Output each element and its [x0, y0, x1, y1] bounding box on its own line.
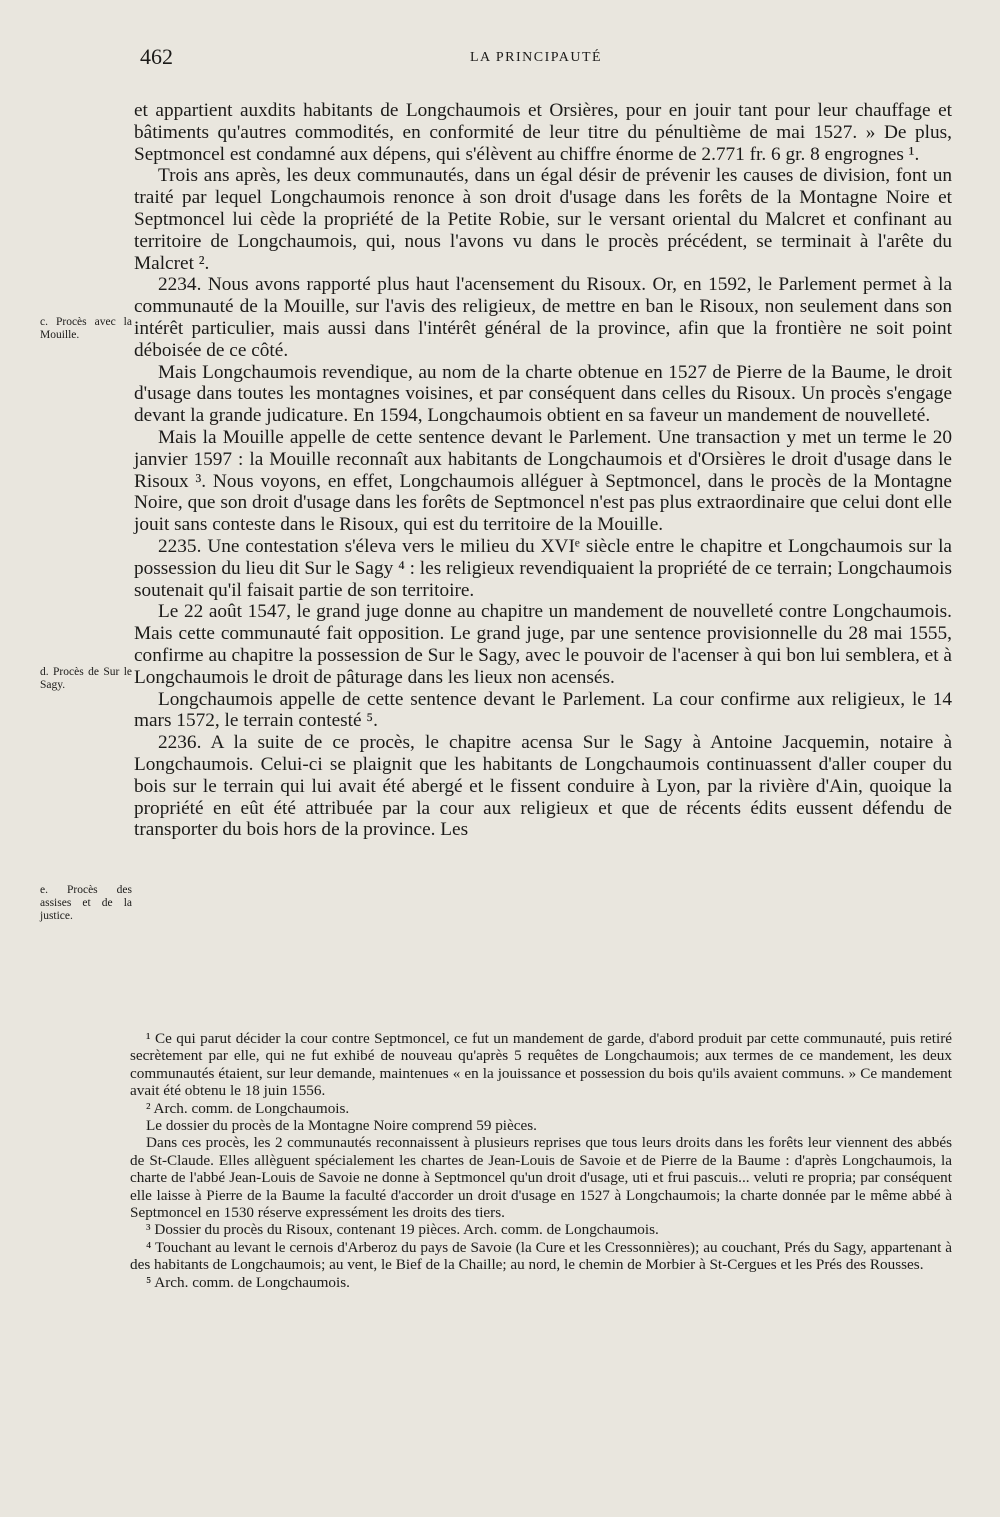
paragraph: 2235. Une contestation s'éleva vers le milieu du XVIᵉ siècle entre le chapitre et Longchaumois sur la possession du lieu dit Sur le Sagy ⁴ : les religieux revendiquaient la propriété de ce terrain; Longchaumois soutenait qu'il faisait partie de son territoire.: [134, 535, 952, 601]
footnote: ⁴ Touchant au levant le cernois d'Arberoz du pays de Savoie (la Cure et les Cressonnières); au couchant, Prés du Sagy, appartenant à des habitants de Longchaumois; au vent, le Bief de la Chaille; au nord, le chemin de Morbier à St-Cergues et les Prés des Rousses.: [130, 1238, 952, 1274]
margin-note-d: d. Procès de Sur le Sagy.: [40, 666, 132, 691]
margin-note-c: c. Procès avec la Mouille.: [40, 316, 132, 341]
paragraph: Le 22 août 1547, le grand juge donne au chapitre un mandement de nouvelleté contre Longchaumois. Mais cette communauté fait opposition. Le grand juge, par une sentence provisionnelle du 28 mai 1555, confirme au chapitre la possession de Sur le Sagy, avec le pouvoir de l'acenser à qui bon lui semblera, et à Longchaumois le droit de pâturage dans les lieux non acensés.: [134, 601, 952, 688]
footnotes: [130, 1030, 952, 1291]
footnote: Dans ces procès, les 2 communautés reconnaissent à plusieurs reprises que tous leurs droits dans les forêts leur viennent des abbés de St-Claude. Elles allèguent spécialement les chartes de Jean-Louis de Savoie et de Pierre de la Baume : d'après Longchaumois, la charte de l'abbé Jean-Louis de Savoie ne donne à Septmoncel qu'un droit d'usage, uti et frui pascuis... veluti re propria; par conséquent elle laisse à Pierre de la Baume la faculté d'accorder un droit d'usage en 1527 à Longchaumois; la charte donnée par le même abbé à Septmoncel en 1530 réserve expressément les droits des tiers.: [130, 1134, 952, 1222]
main-text: [134, 100, 952, 841]
running-title: LA PRINCIPAUTÉ: [470, 50, 603, 65]
paragraph: 2234. Nous avons rapporté plus haut l'acensement du Risoux. Or, en 1592, le Parlement permet à la communauté de la Mouille, sur l'avis des religieux, de mettre en ban le Risoux, non seulement dans son intérêt particulier, mais aussi dans l'intérêt général de la province, afin que la frontière ne soit point déboisée de ce côté.: [134, 274, 952, 361]
paragraph: Mais la Mouille appelle de cette sentence devant le Parlement. Une transaction y met un terme le 20 janvier 1597 : la Mouille reconnaît aux habitants de Longchaumois et d'Orsières le droit d'usage dans le Risoux ³. Nous voyons, en effet, Longchaumois alléguer à Septmoncel, dans le procès de la Montagne Noire, que son droit d'usage dans les forêts de Septmoncel n'est pas plus extraordinaire que celui dont elle jouit sans conteste dans le Risoux, qui est du territoire de la Mouille.: [134, 426, 952, 536]
margin-note-e: e. Procès des assises et de la justice.: [40, 884, 132, 922]
paragraph: et appartient auxdits habitants de Longchaumois et Orsières, pour en jouir tant pour leur chauffage et bâtiments qu'autres commodités, en conformité de leur titre du pénultième de mai 1527. » De plus, Septmoncel est condamné aux dépens, qui s'élèvent au chiffre énorme de 2.771 fr. 6 gr. 8 engrognes ¹.: [134, 100, 952, 165]
footnote: ¹ Ce qui parut décider la cour contre Septmoncel, ce fut un mandement de garde, d'abord produit par cette communauté, puis retiré secrètement par elle, qui ne fut exhibé de nouveau qu'après 5 requêtes de Longchaumois; aux termes de ce mandement, les deux communautés étaient, sur leur demande, maintenues « en la jouissance et possession du bois qu'ils avaient communs. » Ce mandement avait été obtenu le 18 juin 1556.: [130, 1030, 952, 1100]
footnote: ² Arch. comm. de Longchaumois.: [146, 1099, 350, 1117]
footnote: Le dossier du procès de la Montagne Noire comprend 59 pièces.: [146, 1117, 537, 1135]
footnote: ⁵ Arch. comm. de Longchaumois.: [146, 1273, 350, 1291]
page-header: [0, 44, 1000, 74]
paragraph: Trois ans après, les deux communautés, dans un égal désir de prévenir les causes de division, font un traité par lequel Longchaumois renonce à son droit d'usage dans les forêts de la Montagne Noire et Septmoncel lui cède la propriété de la Petite Robie, sur le versant oriental du Malcret et confinant au territoire de Longchaumois, qui, nous l'avons vu dans le procès précédent, se terminait à l'arête du Malcret ².: [134, 165, 952, 274]
page-number: 462: [140, 44, 173, 69]
paragraph: Longchaumois appelle de cette sentence devant le Parlement. La cour confirme aux religieux, le 14 mars 1572, le terrain contesté ⁵.: [134, 688, 952, 732]
paragraph: 2236. A la suite de ce procès, le chapitre acensa Sur le Sagy à Antoine Jacquemin, notaire à Longchaumois. Celui-ci se plaignit que les habitants de Longchaumois continuassent d'aller couper du bois sur le terrain qui lui avait été abergé et le fissent conduire à Lyon, par la rivière d'Ain, quoique la propriété en eût été attribuée par la cour aux religieux et que de récents édits eussent défendu de transporter du bois hors de la province. Les: [134, 732, 952, 841]
footnote: ³ Dossier du procès du Risoux, contenant 19 pièces. Arch. comm. de Longchaumois.: [146, 1221, 659, 1239]
paragraph: Mais Longchaumois revendique, au nom de la charte obtenue en 1527 de Pierre de la Baume, le droit d'usage dans toutes les montagnes voisines, et par conséquent dans celles du Risoux. Un procès s'engage devant la grande judicature. En 1594, Longchaumois obtient en sa faveur un mandement de nouvelleté.: [134, 361, 952, 427]
